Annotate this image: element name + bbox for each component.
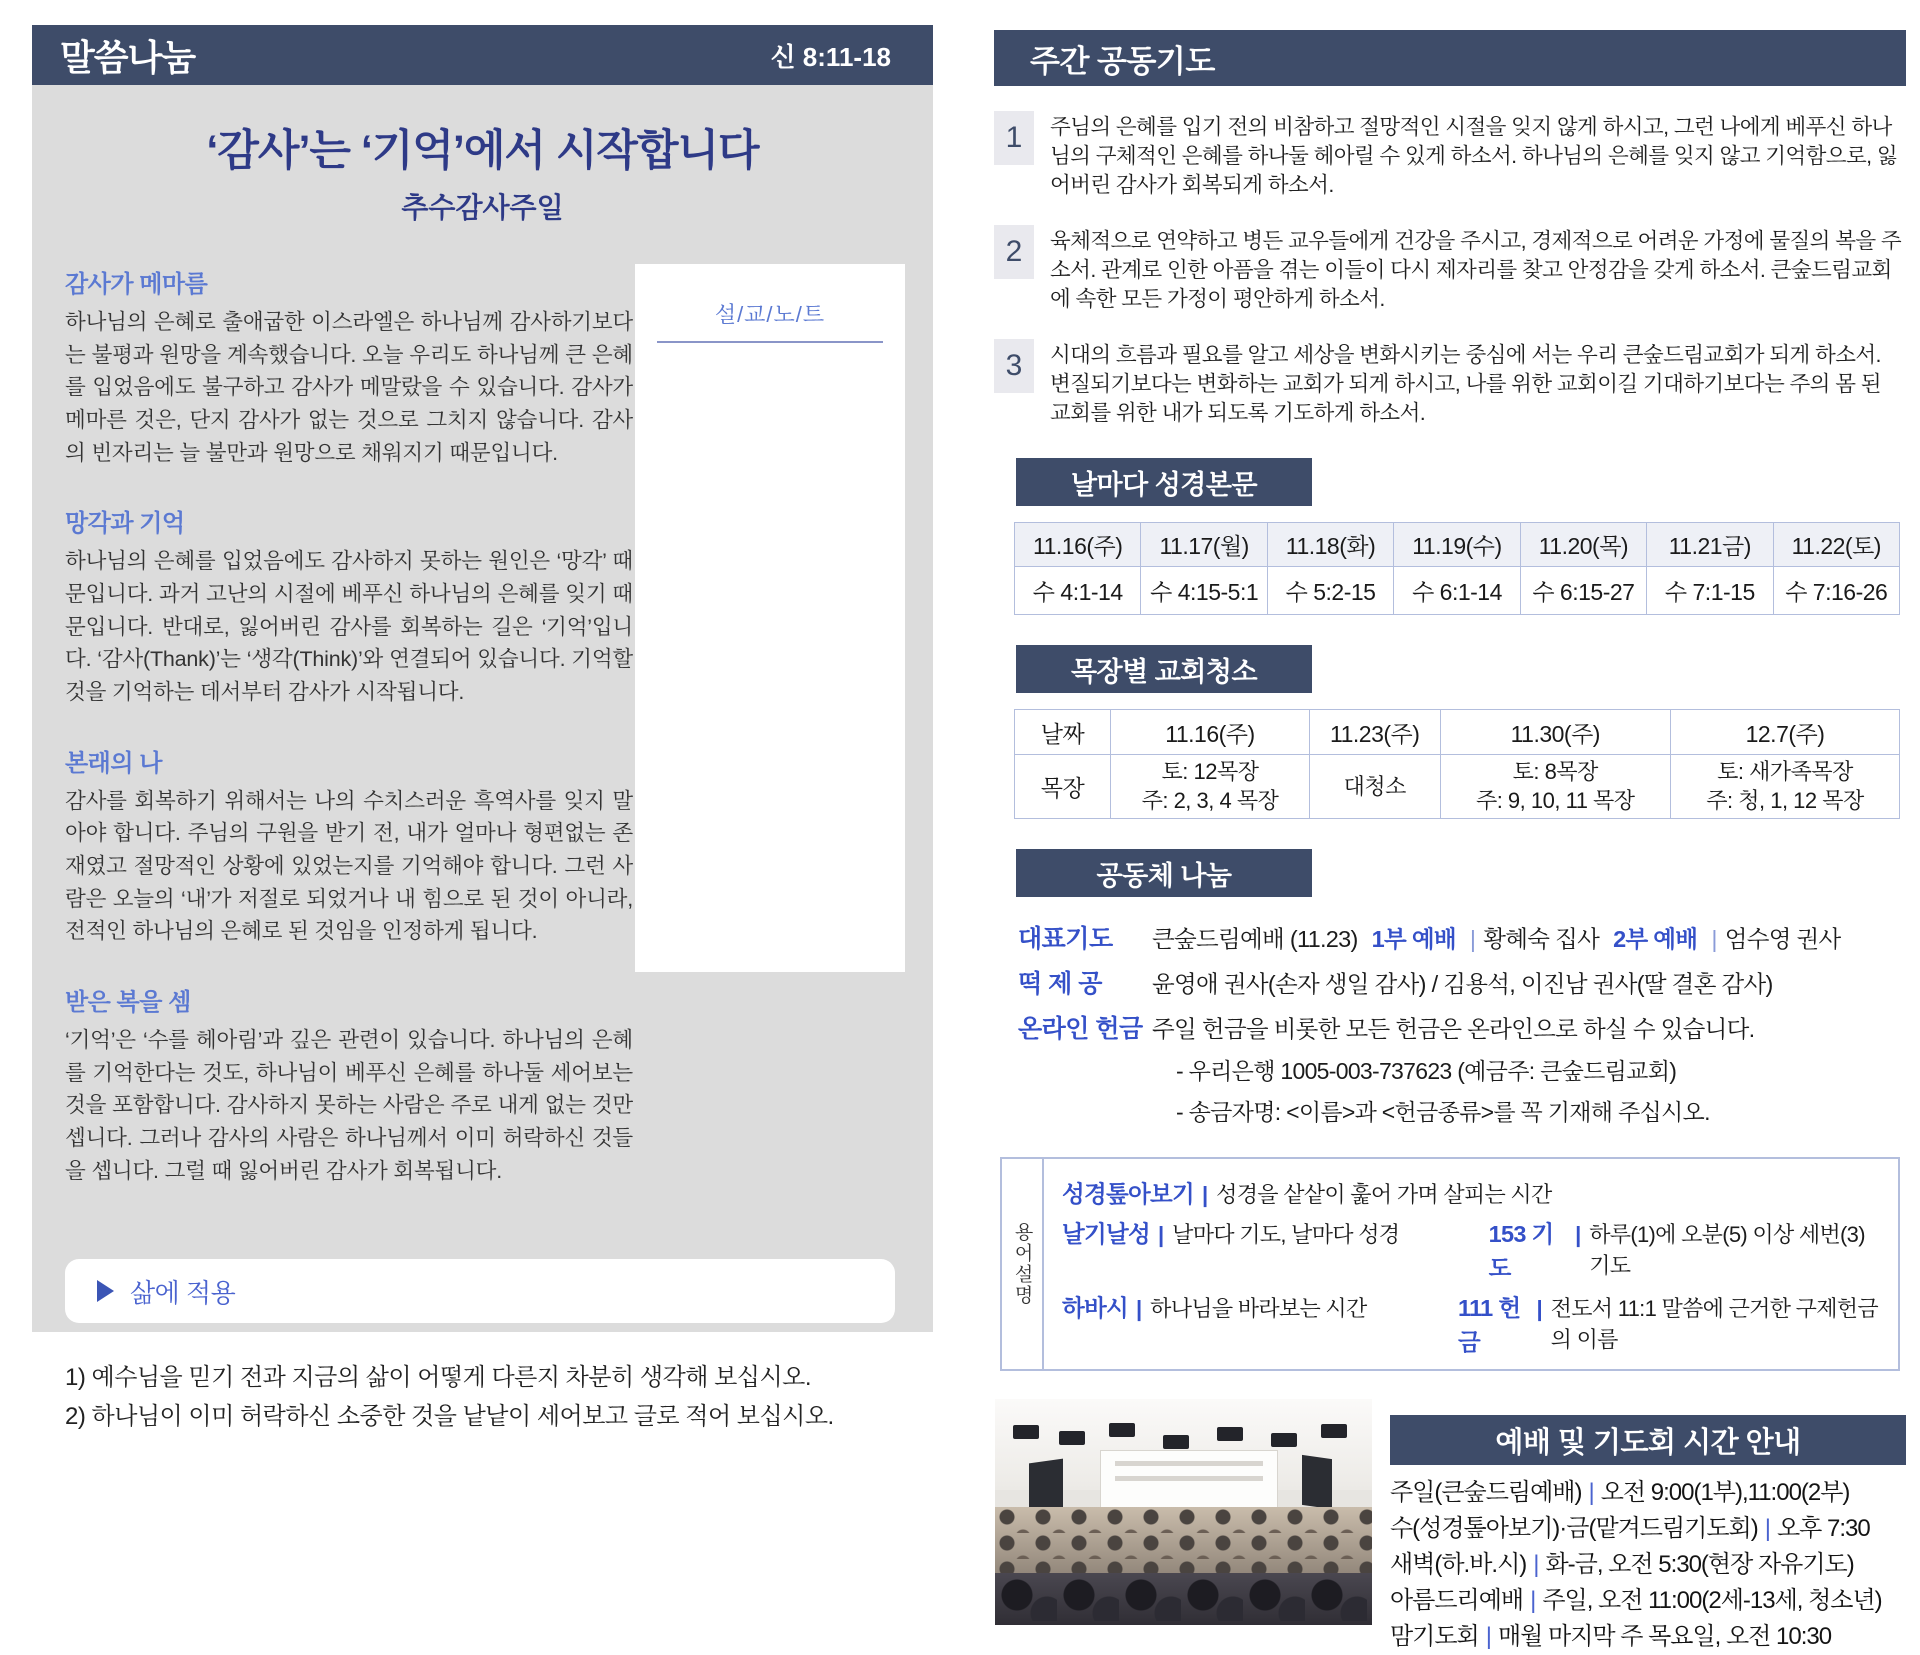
section-heading: 감사가 메마름 xyxy=(65,271,208,298)
schedule-title: 예배 및 기도회 시간 안내 xyxy=(1495,1426,1801,1459)
bible-date-cell: 11.17(월) xyxy=(1141,523,1267,567)
section-heading: 받은 복을 셈 xyxy=(65,989,191,1017)
section-heading: 망각과 기억 xyxy=(65,510,185,538)
cleaning-group-line: 토: 12목장 xyxy=(1161,759,1259,785)
community-row-representative-prayer xyxy=(1018,919,1906,955)
divider: | xyxy=(1158,1222,1165,1248)
glossary-line xyxy=(1062,1289,1880,1357)
schedule-line xyxy=(1390,1511,1906,1547)
cleaning-date-cell: 11.30(주) xyxy=(1440,710,1671,755)
bible-date-cell: 11.19(수) xyxy=(1394,523,1520,567)
community-header-bar xyxy=(1016,849,1312,897)
cleaning-group-line: 토: 새가족목장 xyxy=(1717,759,1853,785)
community-row-label: 떡 제 공 xyxy=(1018,970,1102,999)
rep-prayer-service: 큰숲드림예배 (11.23) xyxy=(1152,926,1358,953)
community-row-bread-offering xyxy=(1018,964,1906,1000)
cleaning-group-line: 주: 9, 10, 11 목장 xyxy=(1475,787,1635,813)
prayer-number-badge: 1 xyxy=(994,111,1034,165)
schedule-line xyxy=(1390,1475,1906,1511)
schedule-value: 오전 9:00(1부),11:00(2부) xyxy=(1600,1479,1850,1507)
rep-prayer-part1-label: 1부 예배 xyxy=(1371,926,1456,953)
cleaning-group-line: 토: 8목장 xyxy=(1512,759,1598,785)
glossary-vertical-label: 용어설명 xyxy=(1002,1159,1044,1369)
bible-date-cell: 11.21금) xyxy=(1647,523,1773,567)
divider: | xyxy=(1136,1296,1143,1322)
life-application-box xyxy=(65,1259,895,1323)
cleaning-group-line: 주: 2, 3, 4 목장 xyxy=(1141,787,1279,813)
cleaning-group-cell xyxy=(1309,755,1440,819)
online-offering-note-line: - 송금자명: <이름>과 <헌금종류>를 꼭 기재해 주십시오. xyxy=(1176,1099,1710,1126)
sermon-section xyxy=(65,982,633,1187)
sermon-text-column xyxy=(65,264,633,1221)
daily-bible-header-bar xyxy=(1016,458,1312,506)
glossary-content xyxy=(1044,1159,1898,1369)
sermon-notes-box xyxy=(635,264,905,972)
glossary-entry xyxy=(1062,1289,1458,1323)
bible-reading-cell: 수 7:16-26 xyxy=(1773,567,1899,615)
glossary-term: 하바시 xyxy=(1062,1295,1129,1322)
cleaning-date-cell: 11.16(주) xyxy=(1111,710,1310,755)
glossary-term: 111 헌금 xyxy=(1458,1295,1521,1356)
bible-date-row xyxy=(1015,523,1900,567)
photo-speakers xyxy=(1013,1425,1039,1439)
glossary-box xyxy=(1000,1157,1900,1371)
glossary-definition: 하루(1)에 오분(5) 이상 세번(3) 기도 xyxy=(1589,1222,1865,1279)
service-schedule xyxy=(1390,1399,1906,1655)
divider: | xyxy=(1485,1623,1491,1651)
cleaning-group-cell xyxy=(1111,755,1310,819)
section-heading: 본래의 나 xyxy=(65,749,162,777)
glossary-definition: 전도서 11:1 말씀에 근거한 구제헌금의 이름 xyxy=(1550,1296,1878,1353)
schedule-label: 주일(큰숲드림예배) xyxy=(1390,1479,1582,1507)
glossary-entry xyxy=(1062,1215,1489,1249)
daily-bible-title: 날마다 성경본문 xyxy=(1070,469,1258,500)
community-title: 공동체 나눔 xyxy=(1096,860,1232,891)
glossary-definition: 날마다 기도, 날마다 성경 xyxy=(1172,1222,1400,1248)
application-questions xyxy=(65,1359,900,1437)
sermon-scripture-ref: 신 8:11-18 xyxy=(770,41,891,72)
rep-prayer-part1-name: 황혜숙 집사 xyxy=(1483,926,1600,953)
sermon-section xyxy=(65,264,633,469)
photo-foreground-heads xyxy=(995,1573,1372,1625)
schedule-label: 아름드리예배 xyxy=(1390,1587,1524,1615)
community-rows xyxy=(1018,919,1906,1127)
bible-reading-cell: 수 4:1-14 xyxy=(1015,567,1141,615)
sermon-title: ‘감사’는 ‘기억’에서 시작합니다 xyxy=(206,127,759,175)
glossary-line xyxy=(1062,1215,1880,1283)
cleaning-group-cell xyxy=(1440,755,1671,819)
schedule-line xyxy=(1390,1619,1906,1655)
cleaning-group-row xyxy=(1015,755,1900,819)
cleaning-group-cell xyxy=(1671,755,1900,819)
prayer-text: 시대의 흐름과 필요를 알고 세상을 변화시키는 중심에 서는 우리 큰숲드림교회가 되게 하소서. 변질되기보다는 변화하는 교회가 되게 하시고, 나를 위한 교회이길 기대하기보다는 주의 몸 된 교회를 위한 내가 되도록 기도하게 하소서. xyxy=(1050,343,1881,426)
congregation-photo xyxy=(995,1399,1372,1625)
daily-bible-table xyxy=(1014,522,1900,615)
schedule-lines xyxy=(1390,1475,1906,1655)
glossary-line xyxy=(1062,1175,1880,1209)
prayer-text: 주님의 은혜를 입기 전의 비참하고 절망적인 시절을 잊지 않게 하시고, 그런 나에게 베푸신 하나님의 구체적인 은혜를 하나둘 헤아릴 수 있게 하소서. 하나님의 은혜를 잊지 않고 기억함으로, 잃어버린 감사가 회복되게 하소서. xyxy=(1050,115,1898,198)
bible-reading-cell: 수 5:2-15 xyxy=(1267,567,1393,615)
cleaning-title: 목장별 교회청소 xyxy=(1070,656,1258,687)
section-body: ‘기억’은 ‘수를 헤아림’과 깊은 관련이 있습니다. 하나님의 은혜를 기억한다는 것도, 하나님이 베푸신 은혜를 하나둘 세어보는 것을 포함합니다. 감사하지 못하는 사람은 주로 내게 없는 것만 셉니다. 그러나 감사의 사람은 하나님께서 이미 허락하신 것들을 셉니다. 그럴 때 잃어버린 감사가 회복됩니다. xyxy=(65,1028,633,1183)
cleaning-group-line: 주: 청, 1, 12 목장 xyxy=(1706,787,1864,813)
cleaning-table xyxy=(1014,709,1900,819)
photo-speaker-right xyxy=(1302,1455,1332,1509)
sermon-body xyxy=(32,264,933,1221)
glossary-entry xyxy=(1489,1215,1880,1283)
glossary-term: 153 기도 xyxy=(1488,1221,1554,1282)
bible-reading-cell: 수 6:1-14 xyxy=(1394,567,1520,615)
community-row-label: 대표기도 xyxy=(1018,925,1113,954)
sermon-section xyxy=(65,743,633,948)
divider: | xyxy=(1588,1479,1594,1507)
bible-reading-cell: 수 4:15-5:1 xyxy=(1141,567,1267,615)
weekly-prayer-title: 주간 공동기도 xyxy=(1030,43,1215,79)
schedule-label: 맘기도회 xyxy=(1390,1623,1479,1651)
bible-date-cell: 11.16(주) xyxy=(1015,523,1141,567)
cleaning-header-bar xyxy=(1016,645,1312,693)
prayer-item xyxy=(994,225,1906,314)
community-row-online-offering xyxy=(1018,1009,1906,1045)
divider: | xyxy=(1533,1551,1539,1579)
bible-reading-cell: 수 7:1-15 xyxy=(1647,567,1773,615)
prayer-item xyxy=(994,339,1906,428)
sermon-header-bar xyxy=(32,25,933,85)
life-application-label: 삶에 적용 xyxy=(130,1277,236,1308)
section-body: 하나님의 은혜를 입었음에도 감사하지 못하는 원인은 ‘망각’ 때문입니다. 과거 고난의 시절에 베푸신 하나님의 은혜를 잊기 때문입니다. 반대로, 잃어버린 감사를 회복하는 길은 ‘기억’입니다. ‘감사(Thank)’는 ‘생각(Think)’와 연결되어 있습니다. 기억할 것을 기억하는 데서부터 감사가 시작됩니다. xyxy=(65,549,633,705)
community-row-value: 윤영애 권사(손자 생일 감사) / 김용석, 이진남 권사(딸 결혼 감사) xyxy=(1152,971,1773,998)
schedule-value: 화-금, 오전 5:30(현장 자유기도) xyxy=(1545,1551,1854,1579)
rep-prayer-part2-label: 2부 예배 xyxy=(1613,926,1698,953)
divider: | xyxy=(1575,1222,1582,1248)
schedule-line xyxy=(1390,1583,1906,1619)
sermon-header-title: 말씀나눔 xyxy=(60,36,196,78)
section-body: 감사를 회복하기 위해서는 나의 수치스러운 흑역사를 잊지 말아야 합니다. 주님의 구원을 받기 전, 내가 얼마나 형편없는 존재였고 절망적인 상황에 있었는지를 기억해야 합니다. 그런 사람은 오늘의 ‘내’가 저절로 되었거나 내 힘으로 된 것이 아니라, 전적인 하나님의 은혜로 된 것임을 인정하게 됩니다. xyxy=(65,788,633,944)
prayer-number-badge: 3 xyxy=(994,339,1034,393)
bible-date-cell: 11.18(화) xyxy=(1267,523,1393,567)
cleaning-group-label: 목장 xyxy=(1015,755,1111,819)
sermon-notes-label: 설/교/노/트 xyxy=(657,298,883,343)
section-body: 하나님의 은혜로 출애굽한 이스라엘은 하나님께 감사하기보다는 불평과 원망을 계속했습니다. 오늘 우리도 하나님께 큰 은혜를 입었음에도 불구하고 감사가 메말랐을 수 있습니다. 감사가 메마른 것은, 단지 감사가 없는 것으로 그치지 않습니다. 감사의 빈자리는 늘 불만과 원망으로 채워지기 때문입니다. xyxy=(65,310,633,465)
bible-date-cell: 11.20(목) xyxy=(1520,523,1646,567)
bottom-row xyxy=(994,1399,1906,1655)
sermon-subtitle: 추수감사주일 xyxy=(401,192,564,223)
bible-date-cell: 11.22(토) xyxy=(1773,523,1899,567)
divider: | xyxy=(1202,1182,1209,1208)
divider: | xyxy=(1764,1515,1770,1543)
sermon-section xyxy=(65,503,633,708)
glossary-definition: 하나님을 바라보는 시간 xyxy=(1150,1296,1367,1322)
info-panel xyxy=(994,30,1906,1655)
cleaning-date-row xyxy=(1015,710,1900,755)
glossary-term: 성경톺아보기 xyxy=(1062,1181,1195,1208)
application-question: 2) 하나님이 이미 허락하신 소중한 것을 낱낱이 세어보고 글로 적어 보십시오. xyxy=(65,1403,834,1431)
play-arrow-icon xyxy=(97,1280,114,1302)
glossary-term: 날기날성 xyxy=(1062,1221,1151,1248)
bible-reading-row xyxy=(1015,567,1900,615)
divider: | xyxy=(1530,1587,1536,1615)
schedule-label: 수(성경톺아보기)·금(맡겨드림기도회) xyxy=(1390,1515,1758,1543)
sermon-panel xyxy=(32,25,933,1431)
schedule-line xyxy=(1390,1547,1906,1583)
schedule-label: 새벽(하.바.시) xyxy=(1390,1551,1527,1579)
cleaning-date-cell: 12.7(주) xyxy=(1671,710,1900,755)
cleaning-group-line: 대청소 xyxy=(1343,773,1406,799)
application-question: 1) 예수님을 믿기 전과 지금의 삶이 어떻게 다른지 차분히 생각해 보십시오. xyxy=(65,1364,812,1392)
community-row-label: 온라인 헌금 xyxy=(1018,1015,1143,1044)
prayer-number-badge: 2 xyxy=(994,225,1034,279)
schedule-value: 주일, 오전 11:00(2세-13세, 청소년) xyxy=(1542,1587,1882,1615)
weekly-prayer-header-bar xyxy=(994,30,1906,86)
glossary-definition: 성경을 샅샅이 훑어 가며 살피는 시간 xyxy=(1216,1182,1552,1208)
schedule-value: 매월 마지막 주 목요일, 오전 10:30 xyxy=(1497,1623,1832,1651)
prayer-text: 육체적으로 연약하고 병든 교우들에게 건강을 주시고, 경제적으로 어려운 가정에 물질의 복을 주소서. 관계로 인한 아픔을 겪는 이들이 다시 제자리를 찾고 안정감을 갖게 하소서. 큰숲드림교회에 속한 모든 가정이 평안하게 하소서. xyxy=(1050,229,1902,312)
cleaning-date-label: 날짜 xyxy=(1015,710,1111,755)
bible-reading-cell: 수 6:15-27 xyxy=(1520,567,1646,615)
community-row-value xyxy=(1152,920,1841,954)
photo-crowd xyxy=(995,1507,1372,1581)
cleaning-date-cell: 11.23(주) xyxy=(1309,710,1440,755)
glossary-entry xyxy=(1062,1175,1552,1209)
schedule-header-bar xyxy=(1390,1415,1906,1465)
glossary-entry xyxy=(1458,1289,1880,1357)
divider: | xyxy=(1536,1296,1543,1322)
rep-prayer-part2-name: 엄수영 권사 xyxy=(1724,926,1841,953)
online-offering-bank-line: - 우리은행 1005-003-737623 (예금주: 큰숲드림교회) xyxy=(1176,1058,1677,1085)
community-row-value: 주일 헌금을 비롯한 모든 헌금은 온라인으로 하실 수 있습니다. xyxy=(1152,1016,1755,1043)
divider: | xyxy=(1469,926,1476,953)
divider: | xyxy=(1711,926,1717,953)
schedule-value: 오후 7:30 xyxy=(1776,1515,1870,1543)
prayer-item xyxy=(994,111,1906,200)
